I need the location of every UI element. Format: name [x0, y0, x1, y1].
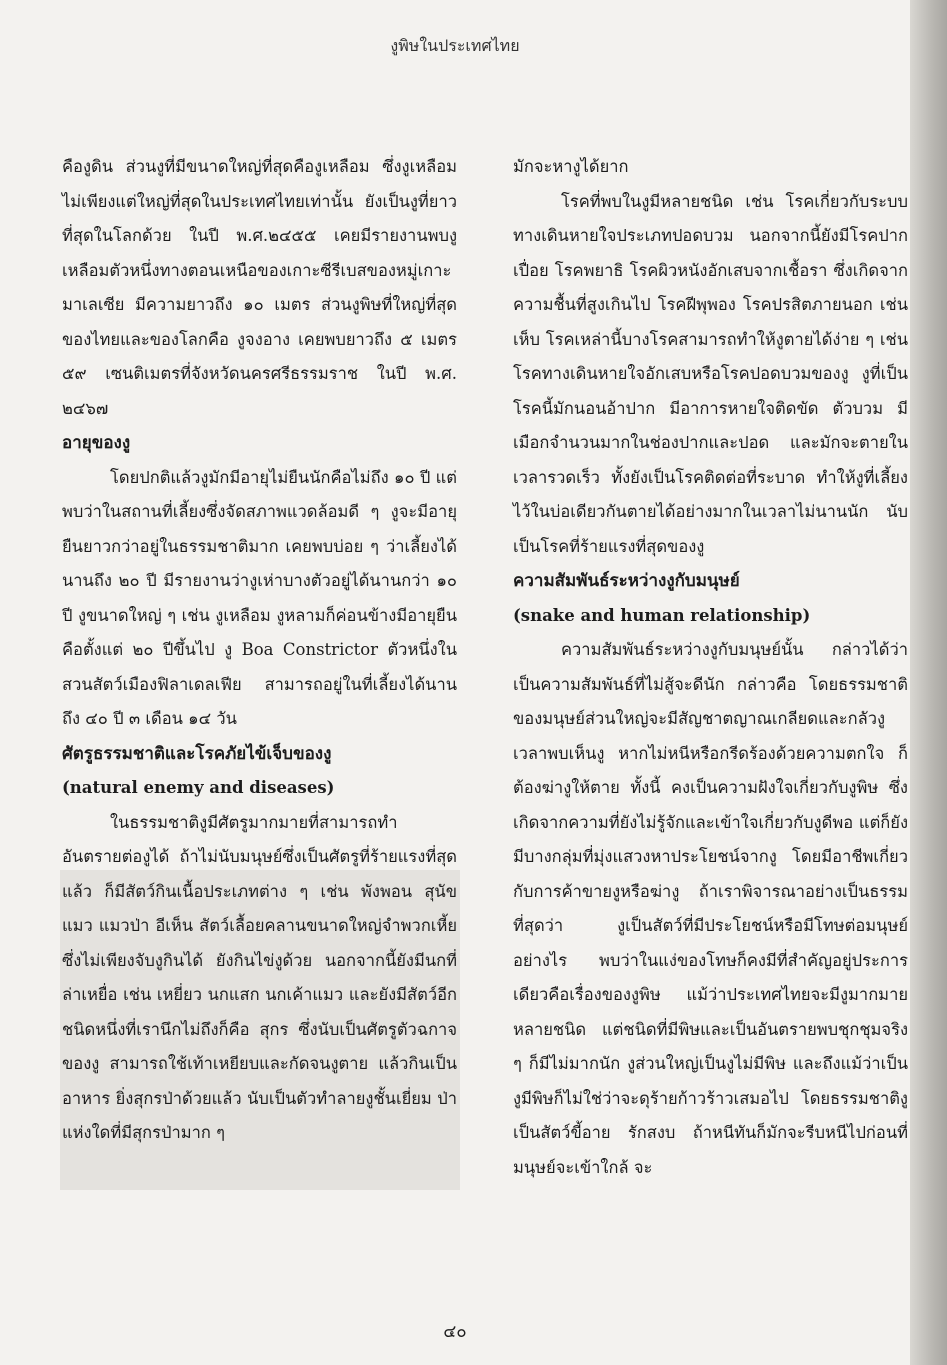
enemy-subheading: (natural enemy and diseases) — [62, 778, 335, 797]
enemy-heading: ศัตรูธรรมชาติและโรคภัยไข้เจ็บของงู — [62, 743, 332, 764]
book-spine-edge — [910, 0, 947, 1365]
left-column — [62, 150, 457, 1151]
age-heading: อายุของงู — [62, 433, 131, 453]
relation-subheading: (snake and human relationship) — [513, 605, 811, 625]
right-column — [513, 150, 908, 1185]
disease-paragraph: โรคที่พบในงูมีหลายชนิด เช่น โรคเกี่ยวกับระบบทางเดินหายใจประเภทปอดบวม นอกจากนี้ยังมีโรคปากเปื่อย โรคพยาธิ โรคผิวหนังอักเสบจากเชื้อรา ซึ่งเกิดจากความชื้นที่สูงเกินไป โรคฝีพุพอง โรคปรสิตภายนอก เช่น เห็บ โรคเหล่านี้บางโรคสามารถทำให้งูตายได้ง่าย ๆ เช่น โรคทางเดินหายใจอักเสบหรือโรคปอดบวมของงู งูที่เป็นโรคนี้มักนอนอ้าปาก มีอาการหายใจติดขัด ตัวบวม มีเมือกจำนวนมากในช่องปากและปอด และมักจะตายในเวลารวดเร็ว ทั้งยังเป็นโรคติดต่อที่ระบาด ทำให้งูที่เลี้ยงไว้ในบ่อเดียวกันตายได้อย่างมากในเวลาไม่นานนัก นับเป็นโรคที่ร้ายแรงที่สุดของงู — [513, 191, 908, 556]
age-paragraph: โดยปกติแล้วงูมักมีอายุไม่ยืนนักคือไม่ถึง ๑๐ ปี แต่พบว่าในสถานที่เลี้ยงซึ่งจัดสภาพแวดล้อมดี ๆ งูจะมีอายุยืนยาวกว่าอยู่ในธรรมชาติมาก เคยพบบ่อย ๆ ว่าเลี้ยงได้นานถึง ๒๐ ปี มีรายงานว่างูเห่าบางตัวอยู่ได้นานกว่า ๑๐ ปี งูขนาดใหญ่ ๆ เช่น งูเหลือม งูหลามก็ค่อนข้างมีอายุยืนคือตั้งแต่ ๒๐ ปีขึ้นไป งู Boa Constrictor ตัวหนึ่งในสวนสัตว์เมืองฟิลาเดลเฟีย สามารถอยู่ในที่เลี้ยงได้นานถึง ๔๐ ปี ๓ เดือน ๑๔ วัน — [62, 467, 457, 728]
continuation-line: มักจะหางูได้ยาก — [513, 157, 629, 176]
enemy-paragraph: ในธรรมชาติงูมีศัตรูมากมายที่สามารถทำอันตรายต่องูได้ ถ้าไม่นับมนุษย์ซึ่งเป็นศัตรูที่ร้ายแรงที่สุดแล้ว ก็มีสัตว์กินเนื้อประเภทต่าง ๆ เช่น พังพอน สุนัข แมว แมวป่า อีเห็น สัตว์เลื้อยคลานขนาดใหญ่จำพวกเหี้ย ซึ่งไม่เพียงจับงูกินได้ ยังกินไข่งูด้วย นอกจากนี้ยังมีนกที่ล่าเหยื่อ เช่น เหยี่ยว นกแสก นกเค้าแมว และยังมีสัตว์อีกชนิดหนึ่งที่เรานึกไม่ถึงก็คือ สุกร ซึ่งนับเป็นศัตรูตัวฉกาจของงู สามารถใช้เท้าเหยียบและกัดจนงูตาย แล้วกินเป็นอาหาร ยิ่งสุกรป่าด้วยแล้ว นับเป็นตัวทำลายงูชั้นเยี่ยม ป่าแห่งใดที่มีสุกรป่ามาก ๆ — [62, 812, 457, 1142]
running-head: งูพิษในประเทศไทย — [390, 36, 520, 55]
relation-paragraph: ความสัมพันธ์ระหว่างงูกับมนุษย์นั้น กล่าวได้ว่าเป็นความสัมพันธ์ที่ไม่สู้จะดีนัก กล่าวคือ โดยธรรมชาติของมนุษย์ส่วนใหญ่จะมีสัญชาตญาณเกลียดและกลัวงู เวลาพบเห็นงู หากไม่หนีหรือกรีดร้องด้วยความตกใจ ก็ต้องฆ่างูให้ตาย ทั้งนี้ คงเป็นความฝังใจเกี่ยวกับงูพิษ ซึ่งเกิดจากความที่ยังไม่รู้จักและเข้าใจเกี่ยวกับงูดีพอ แต่ก็ยังมีบางกลุ่มที่มุ่งแสวงหาประโยชน์จากงู โดยมีอาชีพเกี่ยวกับการค้าขายงูหรือฆ่างู ถ้าเราพิจารณาอย่างเป็นธรรมที่สุดว่า งูเป็นสัตว์ที่มีประโยชน์หรือมีโทษต่อมนุษย์อย่างไร พบว่าในแง่ของโทษก็คงมีที่สำคัญอยู่ประการเดียวคือเรื่องของงูพิษ แม้ว่าประเทศไทยจะมีงูมากมายหลายชนิด แต่ชนิดที่มีพิษและเป็นอันตรายพบชุกชุมจริง ๆ ก็มีไม่มากนัก งูส่วนใหญ่เป็นงูไม่มีพิษ และถึงแม้ว่าเป็นงูมีพิษก็ไม่ใช่ว่าจะดุร้ายก้าวร้าวเสมอไป โดยธรรมชาติงูเป็นสัตว์ขี้อาย รักสงบ ถ้าหนีทันก็มักจะรีบหนีไปก่อนที่มนุษย์จะเข้าใกล้ จะ — [513, 640, 908, 1177]
relation-heading: ความสัมพันธ์ระหว่างงูกับมนุษย์ — [513, 571, 740, 591]
intro-paragraph: คืองูดิน ส่วนงูที่มีขนาดใหญ่ที่สุดคืองูเหลือม ซึ่งงูเหลือมไม่เพียงแต่ใหญ่ที่สุดในประเทศไทยเท่านั้น ยังเป็นงูที่ยาวที่สุดในโลกด้วย ในปี พ.ศ.๒๔๕๕ เคยมีรายงานพบงูเหลือมตัวหนึ่งทางตอนเหนือของเกาะซีรีเบสของหมู่เกาะมาเลเซีย มีความยาวถึง ๑๐ เมตร ส่วนงูพิษที่ใหญ่ที่สุดของไทยและของโลกคือ งูจงอาง เคยพบยาวถึง ๕ เมตร ๕๙ เซนติเมตรที่จังหวัดนครศรีธรรมราช ในปี พ.ศ. ๒๔๖๗ — [62, 157, 457, 418]
page-number: ๔๐ — [443, 1322, 467, 1342]
